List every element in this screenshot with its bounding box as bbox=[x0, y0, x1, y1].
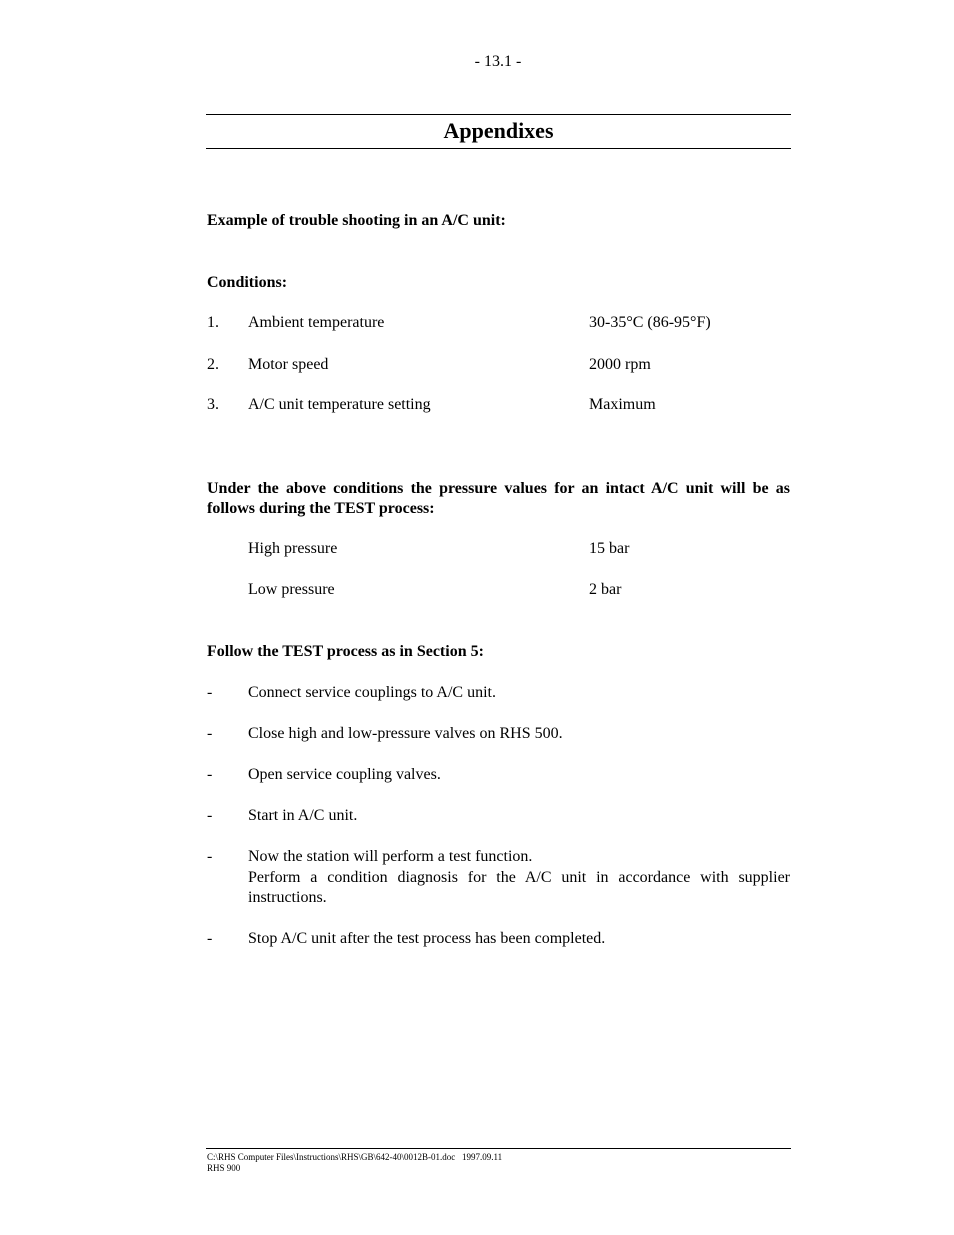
test-process-heading: Follow the TEST process as in Section 5: bbox=[207, 643, 484, 660]
footer-model: RHS 900 bbox=[207, 1163, 241, 1173]
condition-label: Ambient temperature bbox=[248, 314, 385, 331]
footer-rule bbox=[206, 1148, 791, 1149]
title-bottom-rule bbox=[206, 148, 791, 149]
condition-number: 1. bbox=[207, 314, 219, 331]
pressure-value: 15 bar bbox=[589, 540, 630, 557]
footer-date: 1997.09.11 bbox=[462, 1152, 503, 1162]
condition-number: 3. bbox=[207, 396, 219, 413]
page-number: - 13.1 - bbox=[474, 53, 522, 70]
pressure-value: 2 bar bbox=[589, 581, 622, 598]
pressure-label: High pressure bbox=[248, 540, 338, 557]
intro-heading: Example of trouble shooting in an A/C unit: bbox=[207, 212, 506, 229]
step-text: Connect service couplings to A/C unit. bbox=[248, 684, 496, 701]
step-text: Close high and low-pressure valves on RHS 500. bbox=[248, 725, 563, 742]
pressure-label: Low pressure bbox=[248, 581, 335, 598]
step-text: Start in A/C unit. bbox=[248, 807, 358, 824]
page-title: Appendixes bbox=[443, 118, 554, 143]
footer-file-path: C:\RHS Computer Files\Instructions\RHS\GB\642-40\0012B-01.doc bbox=[207, 1152, 456, 1162]
step-text: Open service coupling valves. bbox=[248, 766, 441, 783]
condition-value: Maximum bbox=[589, 396, 656, 413]
step-bullet: - bbox=[207, 930, 213, 947]
step-text: Stop A/C unit after the test process has been completed. bbox=[248, 930, 606, 947]
title-top-rule bbox=[206, 114, 791, 115]
step-bullet: - bbox=[207, 725, 213, 742]
condition-label: A/C unit temperature setting bbox=[248, 396, 431, 413]
step-detail-text: Perform a condition diagnosis for the A/C unit in accordance with supplier instructions. bbox=[248, 869, 790, 906]
step-text: Now the station will perform a test function. bbox=[248, 848, 533, 865]
step-bullet: - bbox=[207, 766, 213, 783]
condition-number: 2. bbox=[207, 356, 219, 373]
step-bullet: - bbox=[207, 684, 213, 701]
step-bullet: - bbox=[207, 848, 213, 865]
condition-value: 30-35°C (86-95°F) bbox=[589, 314, 711, 331]
footer-path bbox=[207, 1152, 502, 1163]
step-bullet: - bbox=[207, 807, 213, 824]
conditions-heading: Conditions: bbox=[207, 274, 288, 291]
condition-label: Motor speed bbox=[248, 356, 329, 373]
condition-value: 2000 rpm bbox=[589, 356, 651, 373]
pressure-intro: Under the above conditions the pressure values for an intact A/C unit will be as follows during the TEST process: bbox=[207, 480, 790, 517]
